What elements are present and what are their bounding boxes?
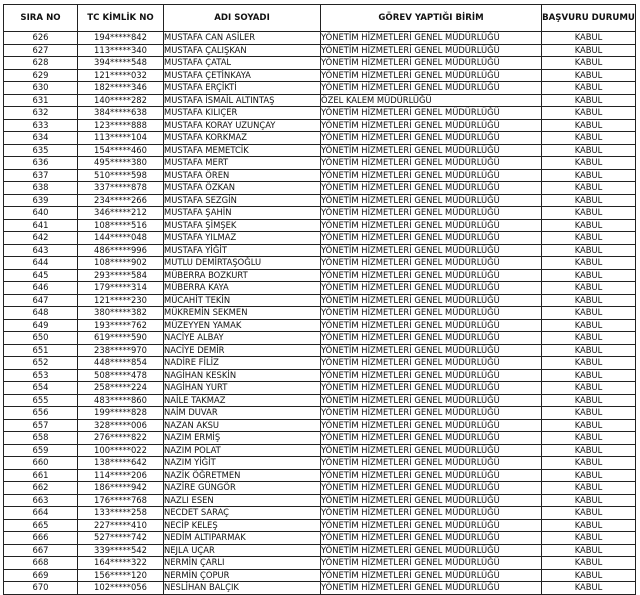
table-row xyxy=(4,557,636,570)
row-gorev-birim: YÖNETİM HİZMETLERİ GENEL MÜDÜRLÜĞÜ xyxy=(321,382,542,395)
row-gorev-birim: YÖNETİM HİZMETLERİ GENEL MÜDÜRLÜĞÜ xyxy=(321,107,542,120)
row-adi-soyadi: MUSTAFA SEZGİN xyxy=(164,194,321,207)
row-basvuru-durumu: KABUL xyxy=(542,232,636,245)
row-basvuru-durumu: KABUL xyxy=(542,119,636,132)
row-adi-soyadi: MUSTAFA MERT xyxy=(164,157,321,170)
row-adi-soyadi: NADİRE FİLİZ xyxy=(164,357,321,370)
row-gorev-birim: YÖNETİM HİZMETLERİ GENEL MÜDÜRLÜĞÜ xyxy=(321,257,542,270)
row-basvuru-durumu: KABUL xyxy=(542,219,636,232)
row-adi-soyadi: MÜCAHİT TEKİN xyxy=(164,294,321,307)
row-tc-kimlik-no: 164*****322 xyxy=(78,557,164,570)
table-row xyxy=(4,357,636,370)
row-tc-kimlik-no: 527*****742 xyxy=(78,532,164,545)
row-tc-kimlik-no: 448*****854 xyxy=(78,357,164,370)
row-sira-no: 629 xyxy=(4,69,78,82)
row-gorev-birim: YÖNETİM HİZMETLERİ GENEL MÜDÜRLÜĞÜ xyxy=(321,319,542,332)
header-gorev-birim: GÖREV YAPTIĞI BİRİM xyxy=(321,5,542,32)
row-sira-no: 657 xyxy=(4,419,78,432)
row-sira-no: 643 xyxy=(4,244,78,257)
row-tc-kimlik-no: 121*****032 xyxy=(78,69,164,82)
row-basvuru-durumu: KABUL xyxy=(542,107,636,120)
row-basvuru-durumu: KABUL xyxy=(542,569,636,582)
row-sira-no: 634 xyxy=(4,132,78,145)
table-row xyxy=(4,482,636,495)
header-adi-soyadi: ADI SOYADI xyxy=(164,5,321,32)
row-adi-soyadi: NERMİN ÇOPUR xyxy=(164,569,321,582)
row-gorev-birim: YÖNETİM HİZMETLERİ GENEL MÜDÜRLÜĞÜ xyxy=(321,557,542,570)
row-sira-no: 665 xyxy=(4,519,78,532)
row-gorev-birim: YÖNETİM HİZMETLERİ GENEL MÜDÜRLÜĞÜ xyxy=(321,32,542,45)
row-basvuru-durumu: KABUL xyxy=(542,532,636,545)
row-tc-kimlik-no: 328*****006 xyxy=(78,419,164,432)
row-adi-soyadi: MUSTAFA ŞAHİN xyxy=(164,207,321,220)
row-basvuru-durumu: KABUL xyxy=(542,419,636,432)
row-tc-kimlik-no: 144*****048 xyxy=(78,232,164,245)
row-tc-kimlik-no: 138*****642 xyxy=(78,457,164,470)
row-tc-kimlik-no: 384*****638 xyxy=(78,107,164,120)
row-adi-soyadi: MUSTAFA KILIÇER xyxy=(164,107,321,120)
row-basvuru-durumu: KABUL xyxy=(542,269,636,282)
table-row xyxy=(4,232,636,245)
row-tc-kimlik-no: 133*****258 xyxy=(78,507,164,520)
row-gorev-birim: YÖNETİM HİZMETLERİ GENEL MÜDÜRLÜĞÜ xyxy=(321,482,542,495)
row-gorev-birim: YÖNETİM HİZMETLERİ GENEL MÜDÜRLÜĞÜ xyxy=(321,194,542,207)
row-tc-kimlik-no: 102*****056 xyxy=(78,582,164,595)
row-sira-no: 649 xyxy=(4,319,78,332)
row-basvuru-durumu: KABUL xyxy=(542,69,636,82)
table-row xyxy=(4,382,636,395)
table-row xyxy=(4,107,636,120)
row-basvuru-durumu: KABUL xyxy=(542,469,636,482)
row-sira-no: 652 xyxy=(4,357,78,370)
row-adi-soyadi: MUSTAFA MEMETCİK xyxy=(164,144,321,157)
table-row xyxy=(4,69,636,82)
row-basvuru-durumu: KABUL xyxy=(542,444,636,457)
row-gorev-birim: YÖNETİM HİZMETLERİ GENEL MÜDÜRLÜĞÜ xyxy=(321,544,542,557)
row-basvuru-durumu: KABUL xyxy=(542,357,636,370)
table-row xyxy=(4,144,636,157)
row-sira-no: 635 xyxy=(4,144,78,157)
row-tc-kimlik-no: 380*****382 xyxy=(78,307,164,320)
row-sira-no: 654 xyxy=(4,382,78,395)
row-adi-soyadi: NACİYE ALBAY xyxy=(164,332,321,345)
row-sira-no: 669 xyxy=(4,569,78,582)
row-adi-soyadi: MÜBERRA BOZKURT xyxy=(164,269,321,282)
table-row xyxy=(4,519,636,532)
row-tc-kimlik-no: 276*****822 xyxy=(78,432,164,445)
table-row xyxy=(4,132,636,145)
row-adi-soyadi: NECDET SARAÇ xyxy=(164,507,321,520)
table-row xyxy=(4,494,636,507)
table-row xyxy=(4,194,636,207)
row-tc-kimlik-no: 339*****542 xyxy=(78,544,164,557)
row-adi-soyadi: NACİYE DEMİR xyxy=(164,344,321,357)
row-gorev-birim: YÖNETİM HİZMETLERİ GENEL MÜDÜRLÜĞÜ xyxy=(321,469,542,482)
row-gorev-birim: YÖNETİM HİZMETLERİ GENEL MÜDÜRLÜĞÜ xyxy=(321,457,542,470)
row-basvuru-durumu: KABUL xyxy=(542,257,636,270)
row-adi-soyadi: NECİP KELEŞ xyxy=(164,519,321,532)
table-body xyxy=(4,32,636,595)
row-basvuru-durumu: KABUL xyxy=(542,369,636,382)
row-gorev-birim: YÖNETİM HİZMETLERİ GENEL MÜDÜRLÜĞÜ xyxy=(321,407,542,420)
row-sira-no: 636 xyxy=(4,157,78,170)
row-adi-soyadi: MUSTAFA İSMAİL ALTINTAŞ xyxy=(164,94,321,107)
row-gorev-birim: ÖZEL KALEM MÜDÜRLÜĞÜ xyxy=(321,94,542,107)
row-sira-no: 667 xyxy=(4,544,78,557)
row-basvuru-durumu: KABUL xyxy=(542,394,636,407)
row-gorev-birim: YÖNETİM HİZMETLERİ GENEL MÜDÜRLÜĞÜ xyxy=(321,519,542,532)
row-sira-no: 640 xyxy=(4,207,78,220)
table-row xyxy=(4,82,636,95)
row-gorev-birim: YÖNETİM HİZMETLERİ GENEL MÜDÜRLÜĞÜ xyxy=(321,219,542,232)
row-tc-kimlik-no: 394*****548 xyxy=(78,57,164,70)
table-row xyxy=(4,582,636,595)
row-sira-no: 670 xyxy=(4,582,78,595)
row-gorev-birim: YÖNETİM HİZMETLERİ GENEL MÜDÜRLÜĞÜ xyxy=(321,569,542,582)
row-sira-no: 637 xyxy=(4,169,78,182)
row-adi-soyadi: MÜKREMİN SEKMEN xyxy=(164,307,321,320)
row-basvuru-durumu: KABUL xyxy=(542,132,636,145)
row-tc-kimlik-no: 346*****212 xyxy=(78,207,164,220)
table-row xyxy=(4,419,636,432)
row-gorev-birim: YÖNETİM HİZMETLERİ GENEL MÜDÜRLÜĞÜ xyxy=(321,432,542,445)
row-sira-no: 666 xyxy=(4,532,78,545)
table-row xyxy=(4,544,636,557)
row-basvuru-durumu: KABUL xyxy=(542,244,636,257)
row-basvuru-durumu: KABUL xyxy=(542,407,636,420)
row-gorev-birim: YÖNETİM HİZMETLERİ GENEL MÜDÜRLÜĞÜ xyxy=(321,369,542,382)
row-adi-soyadi: NAZAN AKSU xyxy=(164,419,321,432)
row-basvuru-durumu: KABUL xyxy=(542,344,636,357)
row-adi-soyadi: NAİLE TAKMAZ xyxy=(164,394,321,407)
row-sira-no: 662 xyxy=(4,482,78,495)
row-gorev-birim: YÖNETİM HİZMETLERİ GENEL MÜDÜRLÜĞÜ xyxy=(321,232,542,245)
row-basvuru-durumu: KABUL xyxy=(542,582,636,595)
row-tc-kimlik-no: 156*****120 xyxy=(78,569,164,582)
row-adi-soyadi: MUSTAFA ÇALIŞKAN xyxy=(164,44,321,57)
table-row xyxy=(4,469,636,482)
row-sira-no: 645 xyxy=(4,269,78,282)
row-adi-soyadi: MUSTAFA ERÇİKTİ xyxy=(164,82,321,95)
header-basvuru-durumu: BAŞVURU DURUMU xyxy=(542,5,636,32)
row-basvuru-durumu: KABUL xyxy=(542,57,636,70)
row-gorev-birim: YÖNETİM HİZMETLERİ GENEL MÜDÜRLÜĞÜ xyxy=(321,119,542,132)
row-tc-kimlik-no: 121*****230 xyxy=(78,294,164,307)
row-sira-no: 660 xyxy=(4,457,78,470)
row-adi-soyadi: MÜBERRA KAYA xyxy=(164,282,321,295)
row-gorev-birim: YÖNETİM HİZMETLERİ GENEL MÜDÜRLÜĞÜ xyxy=(321,144,542,157)
row-tc-kimlik-no: 113*****104 xyxy=(78,132,164,145)
row-gorev-birim: YÖNETİM HİZMETLERİ GENEL MÜDÜRLÜĞÜ xyxy=(321,157,542,170)
row-adi-soyadi: MUSTAFA KORAY UZUNÇAY xyxy=(164,119,321,132)
row-sira-no: 656 xyxy=(4,407,78,420)
table-row xyxy=(4,294,636,307)
row-basvuru-durumu: KABUL xyxy=(542,282,636,295)
row-adi-soyadi: MUSTAFA ŞİMŞEK xyxy=(164,219,321,232)
row-adi-soyadi: NAZIM YİĞİT xyxy=(164,457,321,470)
row-gorev-birim: YÖNETİM HİZMETLERİ GENEL MÜDÜRLÜĞÜ xyxy=(321,332,542,345)
row-adi-soyadi: MUSTAFA ÇATAL xyxy=(164,57,321,70)
table-row xyxy=(4,282,636,295)
applicant-table xyxy=(3,4,636,595)
table-row xyxy=(4,94,636,107)
row-sira-no: 638 xyxy=(4,182,78,195)
table-row xyxy=(4,394,636,407)
row-sira-no: 668 xyxy=(4,557,78,570)
row-tc-kimlik-no: 495*****380 xyxy=(78,157,164,170)
table-row xyxy=(4,269,636,282)
row-tc-kimlik-no: 154*****460 xyxy=(78,144,164,157)
row-gorev-birim: YÖNETİM HİZMETLERİ GENEL MÜDÜRLÜĞÜ xyxy=(321,582,542,595)
row-basvuru-durumu: KABUL xyxy=(542,507,636,520)
row-gorev-birim: YÖNETİM HİZMETLERİ GENEL MÜDÜRLÜĞÜ xyxy=(321,282,542,295)
row-tc-kimlik-no: 510*****598 xyxy=(78,169,164,182)
header-sira-no: SIRA NO xyxy=(4,5,78,32)
row-sira-no: 641 xyxy=(4,219,78,232)
row-tc-kimlik-no: 182*****346 xyxy=(78,82,164,95)
row-adi-soyadi: MUSTAFA KORKMAZ xyxy=(164,132,321,145)
table-row xyxy=(4,344,636,357)
row-sira-no: 658 xyxy=(4,432,78,445)
row-gorev-birim: YÖNETİM HİZMETLERİ GENEL MÜDÜRLÜĞÜ xyxy=(321,82,542,95)
row-sira-no: 647 xyxy=(4,294,78,307)
table-row xyxy=(4,307,636,320)
table-row xyxy=(4,207,636,220)
table-row xyxy=(4,532,636,545)
table-row xyxy=(4,219,636,232)
table-row xyxy=(4,32,636,45)
row-sira-no: 648 xyxy=(4,307,78,320)
row-sira-no: 664 xyxy=(4,507,78,520)
row-adi-soyadi: NAZİK ÖĞRETMEN xyxy=(164,469,321,482)
row-tc-kimlik-no: 199*****828 xyxy=(78,407,164,420)
row-tc-kimlik-no: 179*****314 xyxy=(78,282,164,295)
row-adi-soyadi: NAZLI ESEN xyxy=(164,494,321,507)
row-sira-no: 655 xyxy=(4,394,78,407)
row-tc-kimlik-no: 238*****970 xyxy=(78,344,164,357)
table-row xyxy=(4,169,636,182)
row-adi-soyadi: MUSTAFA CAN ASİLER xyxy=(164,32,321,45)
table-row xyxy=(4,457,636,470)
row-tc-kimlik-no: 176*****768 xyxy=(78,494,164,507)
row-basvuru-durumu: KABUL xyxy=(542,44,636,57)
row-adi-soyadi: NAİM DUVAR xyxy=(164,407,321,420)
row-basvuru-durumu: KABUL xyxy=(542,557,636,570)
table-row xyxy=(4,332,636,345)
row-tc-kimlik-no: 193*****762 xyxy=(78,319,164,332)
table-row xyxy=(4,44,636,57)
row-basvuru-durumu: KABUL xyxy=(542,144,636,157)
row-adi-soyadi: MUSTAFA ÖZKAN xyxy=(164,182,321,195)
row-adi-soyadi: MUSTAFA ÖREN xyxy=(164,169,321,182)
row-gorev-birim: YÖNETİM HİZMETLERİ GENEL MÜDÜRLÜĞÜ xyxy=(321,419,542,432)
row-tc-kimlik-no: 508*****478 xyxy=(78,369,164,382)
row-basvuru-durumu: KABUL xyxy=(542,494,636,507)
row-sira-no: 628 xyxy=(4,57,78,70)
row-gorev-birim: YÖNETİM HİZMETLERİ GENEL MÜDÜRLÜĞÜ xyxy=(321,307,542,320)
row-gorev-birim: YÖNETİM HİZMETLERİ GENEL MÜDÜRLÜĞÜ xyxy=(321,132,542,145)
table-row xyxy=(4,57,636,70)
row-basvuru-durumu: KABUL xyxy=(542,157,636,170)
row-basvuru-durumu: KABUL xyxy=(542,169,636,182)
row-basvuru-durumu: KABUL xyxy=(542,319,636,332)
header-tc-kimlik-no: TC KİMLİK NO xyxy=(78,5,164,32)
row-basvuru-durumu: KABUL xyxy=(542,307,636,320)
row-tc-kimlik-no: 123*****888 xyxy=(78,119,164,132)
row-gorev-birim: YÖNETİM HİZMETLERİ GENEL MÜDÜRLÜĞÜ xyxy=(321,507,542,520)
table-row xyxy=(4,444,636,457)
row-adi-soyadi: MUSTAFA YİĞİT xyxy=(164,244,321,257)
row-gorev-birim: YÖNETİM HİZMETLERİ GENEL MÜDÜRLÜĞÜ xyxy=(321,532,542,545)
row-tc-kimlik-no: 258*****224 xyxy=(78,382,164,395)
row-sira-no: 639 xyxy=(4,194,78,207)
row-sira-no: 626 xyxy=(4,32,78,45)
table-row xyxy=(4,257,636,270)
row-basvuru-durumu: KABUL xyxy=(542,82,636,95)
row-sira-no: 633 xyxy=(4,119,78,132)
row-adi-soyadi: NEDİM ALTIPARMAK xyxy=(164,532,321,545)
row-gorev-birim: YÖNETİM HİZMETLERİ GENEL MÜDÜRLÜĞÜ xyxy=(321,169,542,182)
row-gorev-birim: YÖNETİM HİZMETLERİ GENEL MÜDÜRLÜĞÜ xyxy=(321,269,542,282)
row-gorev-birim: YÖNETİM HİZMETLERİ GENEL MÜDÜRLÜĞÜ xyxy=(321,69,542,82)
row-sira-no: 646 xyxy=(4,282,78,295)
row-gorev-birim: YÖNETİM HİZMETLERİ GENEL MÜDÜRLÜĞÜ xyxy=(321,294,542,307)
row-tc-kimlik-no: 234*****266 xyxy=(78,194,164,207)
row-basvuru-durumu: KABUL xyxy=(542,94,636,107)
row-gorev-birim: YÖNETİM HİZMETLERİ GENEL MÜDÜRLÜĞÜ xyxy=(321,444,542,457)
row-basvuru-durumu: KABUL xyxy=(542,457,636,470)
row-sira-no: 631 xyxy=(4,94,78,107)
table-row xyxy=(4,569,636,582)
row-adi-soyadi: NAGİHAN KESKİN xyxy=(164,369,321,382)
row-gorev-birim: YÖNETİM HİZMETLERİ GENEL MÜDÜRLÜĞÜ xyxy=(321,357,542,370)
row-tc-kimlik-no: 483*****860 xyxy=(78,394,164,407)
row-tc-kimlik-no: 293*****584 xyxy=(78,269,164,282)
row-gorev-birim: YÖNETİM HİZMETLERİ GENEL MÜDÜRLÜĞÜ xyxy=(321,207,542,220)
row-gorev-birim: YÖNETİM HİZMETLERİ GENEL MÜDÜRLÜĞÜ xyxy=(321,494,542,507)
row-sira-no: 653 xyxy=(4,369,78,382)
row-gorev-birim: YÖNETİM HİZMETLERİ GENEL MÜDÜRLÜĞÜ xyxy=(321,394,542,407)
table-row xyxy=(4,182,636,195)
table-row xyxy=(4,244,636,257)
table-row xyxy=(4,369,636,382)
row-tc-kimlik-no: 194*****842 xyxy=(78,32,164,45)
row-tc-kimlik-no: 100*****022 xyxy=(78,444,164,457)
row-basvuru-durumu: KABUL xyxy=(542,382,636,395)
row-basvuru-durumu: KABUL xyxy=(542,194,636,207)
row-tc-kimlik-no: 186*****942 xyxy=(78,482,164,495)
row-sira-no: 642 xyxy=(4,232,78,245)
row-adi-soyadi: NAZİRE GÜNGÖR xyxy=(164,482,321,495)
row-gorev-birim: YÖNETİM HİZMETLERİ GENEL MÜDÜRLÜĞÜ xyxy=(321,182,542,195)
row-basvuru-durumu: KABUL xyxy=(542,294,636,307)
row-sira-no: 644 xyxy=(4,257,78,270)
row-sira-no: 632 xyxy=(4,107,78,120)
row-basvuru-durumu: KABUL xyxy=(542,544,636,557)
row-adi-soyadi: MUTLU DEMİRTAŞOĞLU xyxy=(164,257,321,270)
table-header-row xyxy=(4,5,636,32)
row-tc-kimlik-no: 619*****590 xyxy=(78,332,164,345)
row-adi-soyadi: NAZIM ERMİŞ xyxy=(164,432,321,445)
table-row xyxy=(4,407,636,420)
row-gorev-birim: YÖNETİM HİZMETLERİ GENEL MÜDÜRLÜĞÜ xyxy=(321,344,542,357)
row-tc-kimlik-no: 337*****878 xyxy=(78,182,164,195)
table-row xyxy=(4,319,636,332)
row-sira-no: 630 xyxy=(4,82,78,95)
row-tc-kimlik-no: 113*****340 xyxy=(78,44,164,57)
row-sira-no: 661 xyxy=(4,469,78,482)
row-adi-soyadi: NAGİHAN YURT xyxy=(164,382,321,395)
row-basvuru-durumu: KABUL xyxy=(542,519,636,532)
row-gorev-birim: YÖNETİM HİZMETLERİ GENEL MÜDÜRLÜĞÜ xyxy=(321,57,542,70)
row-adi-soyadi: MÜZEYYEN YAMAK xyxy=(164,319,321,332)
row-adi-soyadi: MUSTAFA ÇETİNKAYA xyxy=(164,69,321,82)
row-tc-kimlik-no: 486*****996 xyxy=(78,244,164,257)
row-basvuru-durumu: KABUL xyxy=(542,32,636,45)
row-gorev-birim: YÖNETİM HİZMETLERİ GENEL MÜDÜRLÜĞÜ xyxy=(321,244,542,257)
row-basvuru-durumu: KABUL xyxy=(542,432,636,445)
table-row xyxy=(4,119,636,132)
row-basvuru-durumu: KABUL xyxy=(542,207,636,220)
row-sira-no: 659 xyxy=(4,444,78,457)
row-tc-kimlik-no: 108*****902 xyxy=(78,257,164,270)
row-basvuru-durumu: KABUL xyxy=(542,482,636,495)
row-adi-soyadi: NESLİHAN BALÇIK xyxy=(164,582,321,595)
row-sira-no: 627 xyxy=(4,44,78,57)
row-adi-soyadi: NEJLA UÇAR xyxy=(164,544,321,557)
row-tc-kimlik-no: 114*****206 xyxy=(78,469,164,482)
row-basvuru-durumu: KABUL xyxy=(542,332,636,345)
table-row xyxy=(4,432,636,445)
row-adi-soyadi: NERMİN ÇARLI xyxy=(164,557,321,570)
table-row xyxy=(4,507,636,520)
row-adi-soyadi: NAZIM POLAT xyxy=(164,444,321,457)
row-tc-kimlik-no: 108*****516 xyxy=(78,219,164,232)
row-tc-kimlik-no: 140*****282 xyxy=(78,94,164,107)
row-gorev-birim: YÖNETİM HİZMETLERİ GENEL MÜDÜRLÜĞÜ xyxy=(321,44,542,57)
row-sira-no: 651 xyxy=(4,344,78,357)
row-sira-no: 650 xyxy=(4,332,78,345)
row-basvuru-durumu: KABUL xyxy=(542,182,636,195)
row-tc-kimlik-no: 227*****410 xyxy=(78,519,164,532)
row-adi-soyadi: MUSTAFA YILMAZ xyxy=(164,232,321,245)
table-row xyxy=(4,157,636,170)
row-sira-no: 663 xyxy=(4,494,78,507)
